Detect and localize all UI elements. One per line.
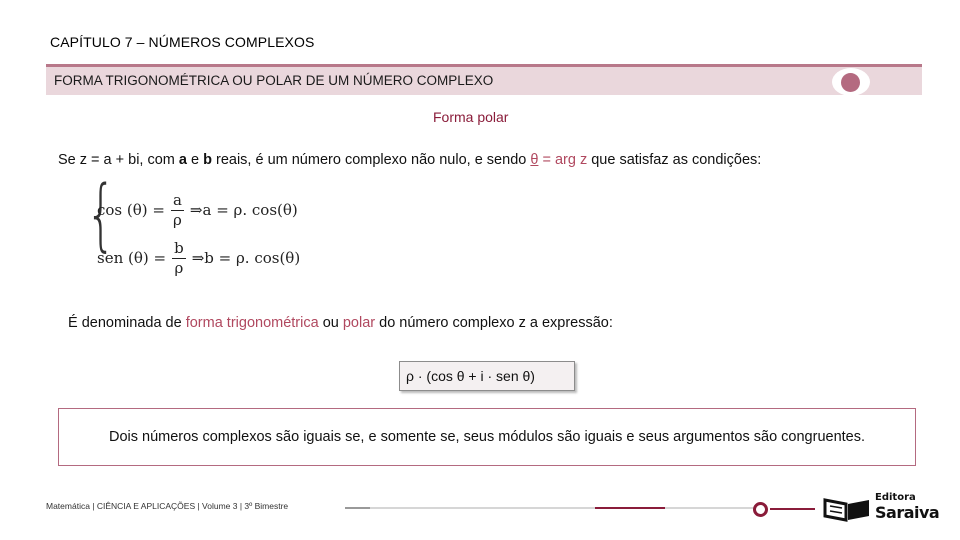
- equation-row-cos: cos (θ) = $\frac{a}{\rho}$ ⇒a = ρ. cos(θ): [97, 190, 298, 229]
- section-title: FORMA TRIGONOMÉTRICA OU POLAR DE UM NÚMERO COMPLEXO: [54, 73, 494, 88]
- book-icon: [822, 494, 872, 522]
- polar-formula-box: ρ · (cos θ + i · sen θ): [399, 361, 575, 391]
- fraction: $\frac{b}{\rho}$: [174, 238, 184, 277]
- circle-decoration-icon: [832, 68, 870, 96]
- chapter-title: CAPÍTULO 7 – NÚMEROS COMPLEXOS: [50, 34, 315, 50]
- footer-divider-accent: [770, 508, 815, 510]
- footer-divider-accent: [595, 507, 665, 509]
- footer-text: Matemática | CIÊNCIA E APLICAÇÕES | Volume 3 | 3º Bimestre: [46, 501, 289, 511]
- term-polar: polar: [342, 315, 376, 331]
- intro-paragraph: Se z = a + bi, com a e b reais, é um número complexo não nulo, e sendo θ = arg z que satisfaz as condições:: [58, 152, 762, 168]
- fraction: $\frac{a}{\rho}$: [172, 190, 182, 229]
- definition-paragraph: É denominada de forma trigonométrica ou polar do número complexo z a expressão:: [68, 315, 613, 331]
- brace-icon: {: [86, 170, 116, 260]
- footer-divider: [370, 507, 760, 509]
- subtitle: Forma polar: [433, 109, 509, 125]
- theta-symbol: θ: [530, 152, 539, 168]
- logo-label-bottom: Saraiva: [875, 503, 940, 522]
- term-trigonometric: forma trigonométrica: [185, 315, 319, 331]
- equation-system: [86, 170, 326, 286]
- theorem-box: Dois números complexos são iguais se, e somente se, seus módulos são iguais e seus argumentos são congruentes.: [58, 408, 916, 466]
- footer-circle-icon: [753, 502, 768, 517]
- arg-z: = arg z: [538, 152, 588, 168]
- publisher-logo: [822, 492, 942, 524]
- footer-divider: [345, 507, 370, 509]
- equation-row-sen: sen (θ) = $\frac{b}{\rho}$ ⇒b = ρ. cos(θ): [97, 238, 301, 277]
- var-b: b: [203, 152, 212, 168]
- logo-label-top: Editora: [875, 492, 916, 503]
- var-a: a: [178, 152, 187, 168]
